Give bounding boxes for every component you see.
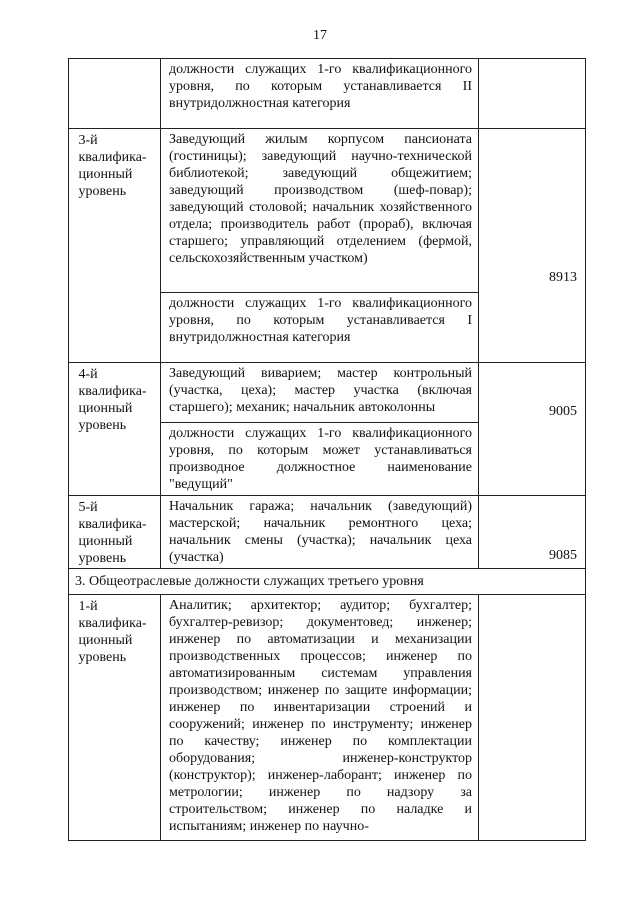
level-cell xyxy=(69,59,161,129)
salary-cell xyxy=(479,595,586,841)
qualification-level-label: 1-й квалифика-ционный уровень xyxy=(78,599,147,665)
section-heading: 3. Общеотраслевые должности служащих третьего уровня xyxy=(69,569,586,595)
positions-cell: Заведующий виварием; мастер контрольный (участка, цеха); мастер участка (включая старшего); механик; начальник автоколонны xyxy=(161,363,479,423)
level-cell xyxy=(69,363,161,496)
positions-cell: должности служащих 1-го квалификационного уровня, по которым устанавливается II внутридолжностная категория xyxy=(161,59,479,129)
positions-cell: Заведующий жилым корпусом пансионата (гостиницы); заведующий научно-технической библиотекой; заведующий общежитием; заведующий производством (шеф-повар); заведующий столовой; начальник хозяйственного отдела; производитель работ (прораб), включая старшего; управляющий отделением (фермой, сельскохозяйственным участком) xyxy=(161,129,479,293)
positions-cell: Начальник гаража; начальник (заведующий) мастерской; начальник ремонтного цеха; начальник смены (участка); начальник цеха (участка) xyxy=(161,496,479,569)
positions-cell: должности служащих 1-го квалификационного уровня, по которым может устанавливаться производное должностное наименование "ведущий" xyxy=(161,423,479,496)
qualification-level-label: 3-й квалифика-ционный уровень xyxy=(78,133,147,199)
positions-cell: Аналитик; архитектор; аудитор; бухгалтер; бухгалтер-ревизор; документовед; инженер; инженер по автоматизации и механизации производственных процессов; инженер по автоматизированным системам управления производством; инженер по защите информации; инженер по инвентаризации строений и сооружений; инженер по инструменту; инженер по качеству; инженер по комплектации оборудования; инженер-конструктор (конструктор); инженер-лаборант; инженер по метрологии; инженер по надзору за строительством; инженер по наладке и испытаниям; инженер по научно- xyxy=(161,595,479,841)
salary-cell xyxy=(479,59,586,129)
qualification-level-label: 5-й квалифика-ционный уровень xyxy=(78,500,147,566)
level-cell xyxy=(69,129,161,363)
salary-value: 8913 xyxy=(549,270,577,285)
table-row xyxy=(69,129,586,293)
level-cell xyxy=(69,496,161,569)
table-row xyxy=(69,363,586,423)
salary-value: 9085 xyxy=(549,548,577,563)
positions-cell: должности служащих 1-го квалификационного уровня, по которым устанавливается I внутридолжностная категория xyxy=(161,293,479,363)
table-row xyxy=(69,496,586,569)
salary-cell xyxy=(479,129,586,363)
table-row xyxy=(69,59,586,129)
page-number: 17 xyxy=(313,28,327,43)
salary-value: 9005 xyxy=(549,404,577,419)
level-cell xyxy=(69,595,161,841)
salary-cell xyxy=(479,496,586,569)
table-row xyxy=(69,595,586,841)
qualification-level-label: 4-й квалифика-ционный уровень xyxy=(78,367,147,433)
section-heading-row xyxy=(69,569,586,595)
salary-cell xyxy=(479,363,586,496)
salary-table xyxy=(68,58,586,841)
